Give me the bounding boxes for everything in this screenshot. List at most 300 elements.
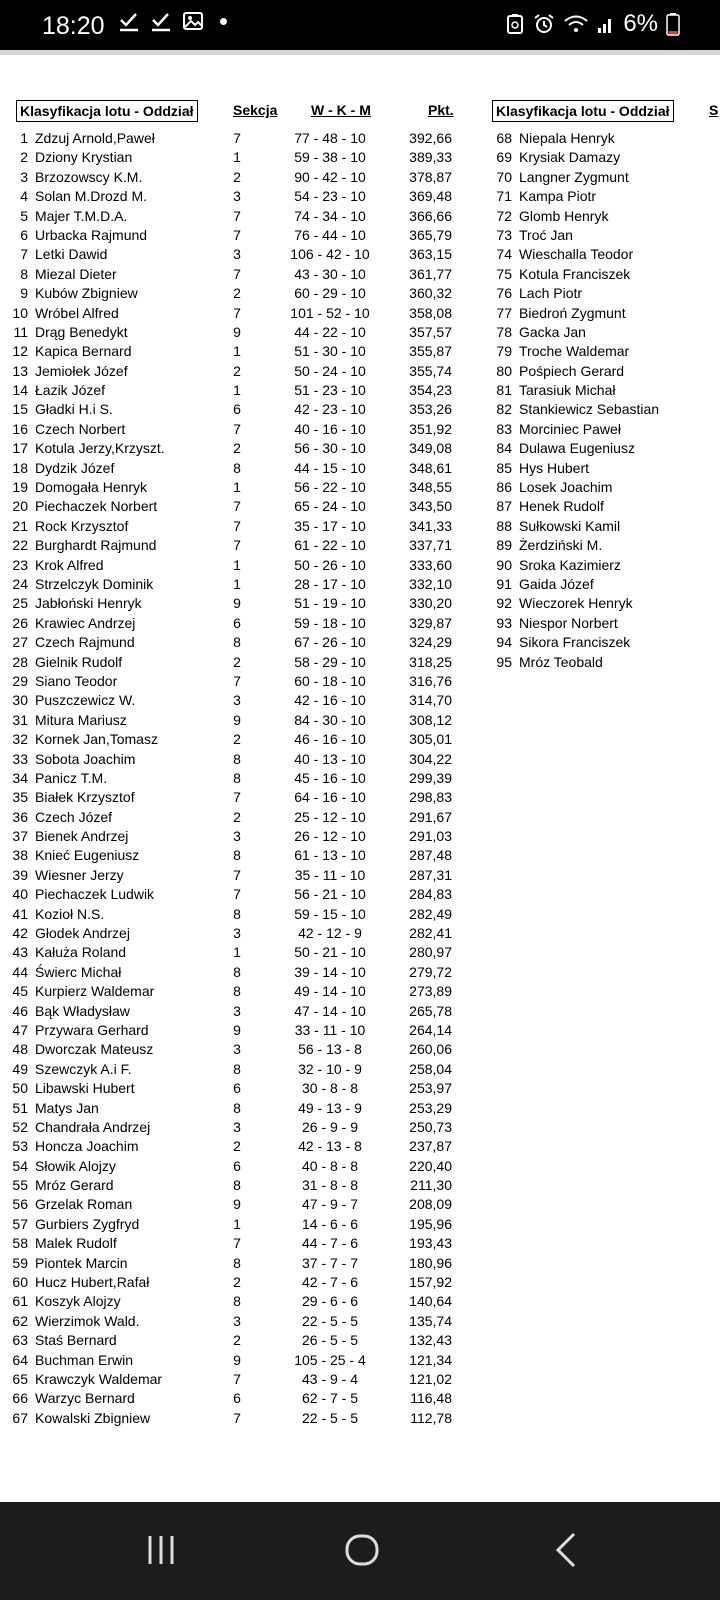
- w-k-m: 44 - 7 - 6: [301, 1235, 359, 1252]
- section: 7: [233, 265, 241, 282]
- table-row: [0, 479, 460, 498]
- table-row: [484, 557, 720, 576]
- section: 7: [233, 866, 241, 883]
- document-page[interactable]: [0, 50, 720, 1502]
- w-k-m: 59 - 15 - 10: [294, 905, 366, 922]
- rank: 89: [496, 537, 512, 554]
- rank: 3: [20, 168, 28, 185]
- section: 7: [233, 226, 241, 243]
- table-row: [0, 1196, 460, 1215]
- fancier-name: Troć Jan: [519, 226, 573, 243]
- table-row: [0, 867, 460, 886]
- section: 2: [233, 1332, 241, 1349]
- fancier-name: Łazik Józef: [35, 382, 106, 399]
- fancier-name: Langner Zygmunt: [519, 168, 629, 185]
- table-row: [484, 343, 720, 362]
- fancier-name: Dworczak Mateusz: [35, 1041, 154, 1058]
- section: 2: [233, 1138, 241, 1155]
- points: 116,48: [410, 1390, 452, 1407]
- rank: 5: [20, 207, 28, 224]
- points: 363,15: [409, 246, 452, 263]
- fancier-name: Czech Rajmund: [35, 634, 135, 651]
- section: 6: [233, 401, 241, 418]
- fancier-name: Żerdziński M.: [519, 537, 603, 554]
- fancier-name: Losek Joachim: [519, 479, 613, 496]
- table-row: [484, 518, 720, 537]
- points: 298,83: [409, 789, 452, 806]
- section: 7: [233, 1409, 241, 1426]
- rank: 47: [12, 1021, 28, 1038]
- w-k-m: 106 - 42 - 10: [290, 246, 370, 263]
- back-icon[interactable]: [554, 1532, 578, 1568]
- section: 7: [233, 789, 241, 806]
- table-row: [0, 1177, 460, 1196]
- dot-icon: [220, 18, 227, 25]
- w-k-m: 42 - 12 - 9: [298, 925, 362, 942]
- section: 2: [233, 362, 241, 379]
- w-k-m: 22 - 5 - 5: [301, 1312, 359, 1329]
- rank: 92: [496, 595, 512, 612]
- w-k-m: 90 - 42 - 10: [294, 168, 366, 185]
- section: 8: [233, 459, 241, 476]
- rank: 58: [12, 1235, 28, 1252]
- fancier-name: Brzozowscy K.M.: [35, 168, 143, 185]
- table-row: [0, 770, 460, 789]
- header-sekcja: Sekcja: [233, 102, 278, 118]
- divider: [0, 50, 720, 55]
- rank: 76: [496, 285, 512, 302]
- fancier-name: Hucz Hubert,Rafał: [35, 1274, 150, 1291]
- points: 348,61: [409, 459, 452, 476]
- fancier-name: Jabłoński Henryk: [35, 595, 142, 612]
- points: 279,72: [409, 963, 452, 980]
- points: 121,34: [409, 1351, 452, 1368]
- fancier-name: Kampa Piotr: [519, 188, 597, 205]
- fancier-name: Honcza Joachim: [35, 1138, 139, 1155]
- fancier-name: Bienek Andrzej: [35, 828, 129, 845]
- rank: 93: [496, 614, 512, 631]
- fancier-name: Białek Krzysztof: [35, 789, 135, 806]
- points: 250,73: [409, 1118, 452, 1135]
- table-row: [0, 615, 460, 634]
- header-title-left: Klasyfikacja lotu - Oddział: [16, 100, 198, 122]
- fancier-name: Pośpiech Gerard: [519, 362, 625, 379]
- w-k-m: 56 - 21 - 10: [294, 886, 366, 903]
- w-k-m: 51 - 19 - 10: [294, 595, 366, 612]
- w-k-m: 22 - 5 - 5: [301, 1409, 359, 1426]
- points: 253,29: [409, 1099, 452, 1116]
- w-k-m: 58 - 29 - 10: [294, 653, 366, 670]
- section: 7: [233, 130, 241, 146]
- header-sekcja-partial: S: [709, 102, 719, 118]
- fancier-name: Sikora Franciszek: [519, 634, 631, 651]
- fancier-name: Malek Rudolf: [35, 1235, 117, 1252]
- points: 355,87: [409, 343, 452, 360]
- table-row: [0, 227, 460, 246]
- w-k-m: 40 - 8 - 8: [301, 1157, 359, 1174]
- table-row: [0, 266, 460, 285]
- check-icon: [150, 10, 172, 32]
- w-k-m: 40 - 16 - 10: [294, 420, 366, 437]
- section: 9: [233, 1021, 241, 1038]
- table-row: [484, 654, 720, 673]
- points: 351,92: [409, 420, 452, 437]
- section: 7: [233, 1235, 241, 1252]
- w-k-m: 61 - 22 - 10: [294, 537, 366, 554]
- table-row: [484, 479, 720, 498]
- fancier-name: Rock Krzysztof: [35, 517, 129, 534]
- rank: 37: [12, 828, 28, 845]
- table-row: [484, 246, 720, 265]
- home-icon[interactable]: [344, 1532, 380, 1568]
- section: 2: [233, 168, 241, 185]
- section: 8: [233, 1293, 241, 1310]
- points: 348,55: [409, 479, 452, 496]
- fancier-name: Sułkowski Kamil: [519, 517, 621, 534]
- rank: 20: [12, 498, 28, 515]
- rank: 30: [12, 692, 28, 709]
- table-row: [0, 828, 460, 847]
- fancier-name: Burghardt Rajmund: [35, 537, 157, 554]
- status-bar: [0, 0, 720, 50]
- fancier-name: Wierzimok Wald.: [35, 1312, 140, 1329]
- w-k-m: 35 - 11 - 10: [294, 866, 366, 883]
- w-k-m: 43 - 9 - 4: [301, 1371, 359, 1387]
- w-k-m: 56 - 30 - 10: [294, 440, 366, 457]
- table-row: [0, 809, 460, 828]
- fancier-name: Jemiołek Józef: [35, 362, 128, 379]
- w-k-m: 42 - 23 - 10: [294, 401, 366, 418]
- table-row: [0, 1041, 460, 1060]
- points: 287,31: [409, 866, 452, 883]
- rank: 6: [20, 226, 28, 243]
- fancier-name: Mróz Gerard: [35, 1177, 114, 1194]
- table-row: [0, 1390, 460, 1409]
- rank: 18: [12, 459, 28, 476]
- section: 6: [233, 1157, 241, 1174]
- check-icon: [118, 10, 140, 32]
- table-row: [0, 1003, 460, 1022]
- table-row: [0, 964, 460, 983]
- points: 329,87: [409, 614, 452, 631]
- w-k-m: 61 - 13 - 10: [294, 847, 366, 864]
- rank: 91: [496, 575, 512, 592]
- rank: 33: [12, 750, 28, 767]
- points: 132,43: [409, 1332, 452, 1349]
- rank: 39: [12, 866, 28, 883]
- table-row: [0, 983, 460, 1002]
- points: 291,03: [409, 828, 452, 845]
- section: 8: [233, 963, 241, 980]
- rank: 48: [12, 1041, 28, 1058]
- table-row: [0, 1235, 460, 1254]
- rank: 94: [496, 634, 512, 651]
- fancier-name: Warzyc Bernard: [35, 1390, 135, 1407]
- points: 360,32: [409, 285, 452, 302]
- rank: 11: [13, 323, 28, 340]
- fancier-name: Kozioł N.S.: [35, 905, 105, 922]
- section: 9: [233, 595, 241, 612]
- rank: 95: [496, 653, 512, 670]
- section: 3: [233, 246, 241, 263]
- w-k-m: 101 - 52 - 10: [290, 304, 370, 321]
- section: 8: [233, 1254, 241, 1271]
- fancier-name: Mitura Mariusz: [35, 711, 127, 728]
- w-k-m: 42 - 7 - 6: [301, 1274, 359, 1291]
- w-k-m: 74 - 34 - 10: [294, 207, 366, 224]
- rank: 15: [12, 401, 28, 418]
- alarm-icon: [533, 13, 555, 35]
- table-row: [484, 576, 720, 595]
- section: 7: [233, 498, 241, 515]
- table-row: [0, 1158, 460, 1177]
- points: 135,74: [409, 1312, 452, 1329]
- table-row: [0, 654, 460, 673]
- table-row: [0, 1313, 460, 1332]
- fancier-name: Bąk Władysław: [35, 1002, 130, 1019]
- fancier-name: Sobota Joachim: [35, 750, 136, 767]
- table-row: [484, 169, 720, 188]
- section: 9: [233, 323, 241, 340]
- fancier-name: Panicz T.M.: [35, 769, 108, 786]
- points: 260,06: [409, 1041, 452, 1058]
- w-k-m: 42 - 16 - 10: [294, 692, 366, 709]
- rank: 46: [12, 1002, 28, 1019]
- points: 220,40: [409, 1157, 452, 1174]
- rank: 74: [496, 246, 512, 263]
- rank: 65: [12, 1371, 28, 1387]
- points: 282,49: [409, 905, 452, 922]
- points: 330,20: [409, 595, 452, 612]
- w-k-m: 50 - 21 - 10: [294, 944, 366, 961]
- rank: 12: [12, 343, 28, 360]
- table-row: [0, 906, 460, 925]
- fancier-name: Krysiak Damazy: [519, 149, 621, 166]
- section: 1: [233, 149, 241, 166]
- w-k-m: 43 - 30 - 10: [294, 265, 366, 282]
- rank: 57: [12, 1215, 28, 1232]
- fancier-name: Libawski Hubert: [35, 1080, 135, 1097]
- rank: 32: [12, 731, 28, 748]
- fancier-name: Urbacka Rajmund: [35, 226, 148, 243]
- fancier-name: Dziony Krystian: [35, 149, 133, 166]
- fancier-name: Majer T.M.D.A.: [35, 207, 128, 224]
- points: 343,50: [409, 498, 452, 515]
- points: 291,67: [409, 808, 452, 825]
- section: 3: [233, 925, 241, 942]
- points: 318,25: [409, 653, 452, 670]
- rank: 80: [496, 362, 512, 379]
- points: 258,04: [409, 1060, 452, 1077]
- table-row: [0, 1293, 460, 1312]
- points: 337,71: [409, 537, 452, 554]
- w-k-m: 14 - 6 - 6: [301, 1215, 359, 1232]
- table-row: [0, 692, 460, 711]
- fancier-name: Krawiec Andrzej: [35, 614, 136, 631]
- table-row: [0, 712, 460, 731]
- table-row: [0, 518, 460, 537]
- table-row: [484, 130, 720, 149]
- fancier-name: Piontek Marcin: [35, 1254, 128, 1271]
- fancier-name: Szewczyk A.i F.: [35, 1060, 132, 1077]
- points: 314,70: [409, 692, 452, 709]
- table-row: [0, 1410, 460, 1429]
- w-k-m: 44 - 22 - 10: [294, 323, 366, 340]
- points: 305,01: [409, 731, 452, 748]
- rank: 68: [496, 130, 512, 146]
- section: 7: [233, 207, 241, 224]
- w-k-m: 51 - 23 - 10: [294, 382, 366, 399]
- fancier-name: Koszyk Alojzy: [35, 1293, 121, 1310]
- section: 3: [233, 1118, 241, 1135]
- w-k-m: 25 - 12 - 10: [294, 808, 366, 825]
- fancier-name: Kowalski Zbigniew: [35, 1409, 151, 1426]
- w-k-m: 62 - 7 - 5: [301, 1390, 359, 1407]
- section: 1: [233, 575, 241, 592]
- fancier-name: Kubów Zbigniew: [35, 285, 138, 302]
- rank: 82: [496, 401, 512, 418]
- rank: 67: [12, 1409, 28, 1426]
- w-k-m: 30 - 8 - 8: [301, 1080, 359, 1097]
- table-row: [484, 615, 720, 634]
- w-k-m: 44 - 15 - 10: [294, 459, 366, 476]
- section: 1: [233, 1215, 241, 1232]
- w-k-m: 49 - 13 - 9: [298, 1099, 362, 1116]
- fancier-name: Lach Piotr: [519, 285, 583, 302]
- w-k-m: 77 - 48 - 10: [294, 130, 366, 146]
- table-row: [0, 246, 460, 265]
- table-row: [0, 595, 460, 614]
- rank: 84: [496, 440, 512, 457]
- table-row: [484, 305, 720, 324]
- rank: 90: [496, 556, 512, 573]
- points: 253,97: [409, 1080, 452, 1097]
- points: 361,77: [409, 265, 452, 282]
- clock: 18:20: [42, 12, 105, 40]
- points: 308,12: [409, 711, 452, 728]
- rank: 52: [12, 1118, 28, 1135]
- table-row: [0, 925, 460, 944]
- fancier-name: Tarasiuk Michał: [519, 382, 616, 399]
- table-row: [0, 1022, 460, 1041]
- rank: 36: [12, 808, 28, 825]
- table-row: [484, 440, 720, 459]
- w-k-m: 32 - 10 - 9: [298, 1060, 362, 1077]
- w-k-m: 33 - 11 - 10: [294, 1021, 366, 1038]
- image-icon: [182, 10, 204, 32]
- table-row: [0, 673, 460, 692]
- table-row: [0, 751, 460, 770]
- table-row: [484, 498, 720, 517]
- rank: 24: [12, 575, 28, 592]
- section: 1: [233, 382, 241, 399]
- fancier-name: Wiesner Jerzy: [35, 866, 124, 883]
- fancier-name: Czech Józef: [35, 808, 113, 825]
- points: 357,57: [409, 323, 452, 340]
- rank: 22: [12, 537, 28, 554]
- recycle-icon: [505, 13, 525, 35]
- rank: 34: [12, 769, 28, 786]
- table-row: [0, 285, 460, 304]
- fancier-name: Gielnik Rudolf: [35, 653, 123, 670]
- rank: 71: [496, 188, 512, 205]
- rank: 59: [12, 1254, 28, 1271]
- section: 8: [233, 750, 241, 767]
- section: 2: [233, 285, 241, 302]
- right-table: [484, 130, 720, 673]
- table-row: [0, 421, 460, 440]
- points: 358,08: [409, 304, 452, 321]
- fancier-name: Henek Rudolf: [519, 498, 604, 515]
- fancier-name: Drąg Benedykt: [35, 323, 128, 340]
- rank: 38: [12, 847, 28, 864]
- section: 9: [233, 1351, 241, 1368]
- points: 112,78: [410, 1409, 452, 1426]
- points: 273,89: [409, 983, 452, 1000]
- fancier-name: Niespor Norbert: [519, 614, 618, 631]
- table-row: [0, 1061, 460, 1080]
- rank: 17: [12, 440, 28, 457]
- points: 316,76: [409, 672, 452, 689]
- w-k-m: 47 - 9 - 7: [301, 1196, 359, 1213]
- fancier-name: Biedroń Zygmunt: [519, 304, 626, 321]
- section: 1: [233, 944, 241, 961]
- points: 354,23: [409, 382, 452, 399]
- table-row: [0, 130, 460, 149]
- rank: 56: [12, 1196, 28, 1213]
- rank: 83: [496, 420, 512, 437]
- section: 1: [233, 343, 241, 360]
- table-row: [0, 537, 460, 556]
- points: 280,97: [409, 944, 452, 961]
- rank: 64: [12, 1351, 28, 1368]
- table-row: [0, 498, 460, 517]
- header-pkt: Pkt.: [428, 102, 454, 118]
- table-row: [484, 595, 720, 614]
- rank: 78: [496, 323, 512, 340]
- section: 8: [233, 634, 241, 651]
- w-k-m: 50 - 24 - 10: [294, 362, 366, 379]
- fancier-name: Gaida Józef: [519, 575, 594, 592]
- table-row: [0, 401, 460, 420]
- fancier-name: Czech Norbert: [35, 420, 126, 437]
- fancier-name: Zdzuj Arnold,Paweł: [35, 130, 155, 146]
- section: 3: [233, 692, 241, 709]
- section: 1: [233, 479, 241, 496]
- rank: 51: [12, 1099, 28, 1116]
- fancier-name: Troche Waldemar: [519, 343, 630, 360]
- rank: 29: [12, 672, 28, 689]
- section: 8: [233, 983, 241, 1000]
- section: 3: [233, 1041, 241, 1058]
- w-k-m: 60 - 18 - 10: [294, 672, 366, 689]
- points: 355,74: [409, 362, 452, 379]
- points: 140,64: [409, 1293, 452, 1310]
- points: 264,14: [409, 1021, 452, 1038]
- recent-apps-icon[interactable]: [146, 1532, 176, 1568]
- w-k-m: 39 - 14 - 10: [294, 963, 366, 980]
- rank: 27: [12, 634, 28, 651]
- section: 2: [233, 1274, 241, 1291]
- fancier-name: Solan M.Drozd M.: [35, 188, 148, 205]
- fancier-name: Grzelak Roman: [35, 1196, 133, 1213]
- w-k-m: 45 - 16 - 10: [294, 769, 366, 786]
- table-row: [484, 401, 720, 420]
- points: 180,96: [409, 1254, 452, 1271]
- section: 6: [233, 1080, 241, 1097]
- fancier-name: Dydzik Józef: [35, 459, 115, 476]
- fancier-name: Siano Teodor: [35, 672, 118, 689]
